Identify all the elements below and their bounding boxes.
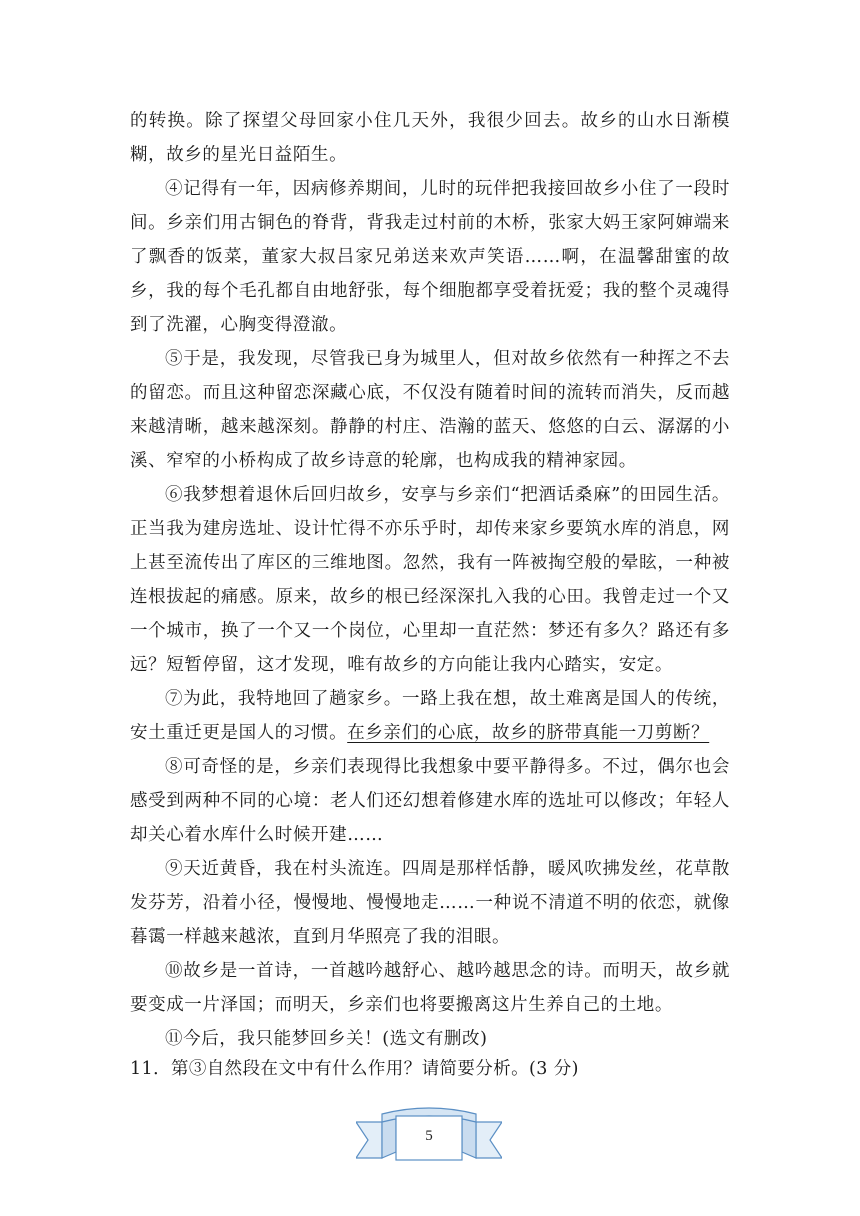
paragraph-8: ⑧可奇怪的是，乡亲们表现得比我想象中要平静得多。不过，偶尔也会感受到两种不同的心境：老人们还幻想着修建水库的选址可以修改；年轻人却关心着水库什么时候开建…… [130, 757, 730, 845]
paragraph-7-underlined-sentence: 在乡亲们的心底，故乡的脐带真能一刀剪断？ [347, 723, 710, 743]
paragraph-5: ⑤于是，我发现，尽管我已身为城里人，但对故乡依然有一种挥之不去的留恋。而且这种留恋深藏心底，不仅没有随着时间的流转而消失，反而越来越清晰，越来越深刻。静静的村庄、浩瀚的蓝天、悠悠的白云、潺潺的小溪、窄窄的小桥构成了故乡诗意的轮廓，也构成我的精神家园。 [130, 349, 730, 471]
page-number-ribbon [356, 1104, 502, 1164]
paragraph-6: ⑥我梦想着退休后回归故乡，安享与乡亲们“把酒话桑麻”的田园生活。正当我为建房选址、设计忙得不亦乐乎时，却传来家乡要筑水库的消息，网上甚至流传出了库区的三维地图。忽然，我有一阵被掏空般的晕眩，一种被连根拔起的痛感。原来，故乡的根已经深深扎入我的心田。我曾走过一个又一个城市，换了一个又一个岗位，心里却一直茫然：梦还有多久？路还有多远？短暂停留，这才发现，唯有故乡的方向能让我内心踏实，安定。 [130, 485, 730, 675]
paragraph-7 [130, 682, 730, 750]
question-11: 11．第③自然段在文中有什么作用？请简要分析。(3 分) [130, 1059, 579, 1079]
paragraph-4: ④记得有一年，因病修养期间，儿时的玩伴把我接回故乡小住了一段时间。乡亲们用古铜色的脊背，背我走过村前的木桥，张家大妈王家阿婶端来了飘香的饭菜，董家大叔吕家兄弟送来欢声笑语……啊，在温馨甜蜜的故乡，我的每个毛孔都自由地舒张，每个细胞都享受着抚爱；我的整个灵魂得到了洗濯，心胸变得澄澈。 [130, 179, 730, 335]
page-number: 5 [425, 1128, 433, 1144]
article-body [130, 104, 730, 1056]
paragraph-11: ⑪今后，我只能梦回乡关！(选文有删改) [165, 1029, 488, 1049]
paragraph-10: ⑩故乡是一首诗，一首越吟越舒心、越吟越思念的诗。而明天，故乡就要变成一片泽国；而明天，乡亲们也将要搬离这片生养自己的土地。 [130, 961, 730, 1015]
paragraph-9: ⑨天近黄昏，我在村头流连。四周是那样恬静，暖风吹拂发丝，花草散发芬芳，沿着小径，慢慢地、慢慢地走……一种说不清道不明的依恋，就像暮霭一样越来越浓，直到月华照亮了我的泪眼。 [130, 859, 730, 947]
paragraph-3-continuation: 的转换。除了探望父母回家小住几天外，我很少回去。故乡的山水日渐模糊，故乡的星光日益陌生。 [130, 111, 730, 165]
paragraph-7-text: ⑦为此，我特地回了趟家乡。一路上我在想，故土难离是国人的传统，安土重迁更是国人的习惯。 [130, 689, 730, 743]
